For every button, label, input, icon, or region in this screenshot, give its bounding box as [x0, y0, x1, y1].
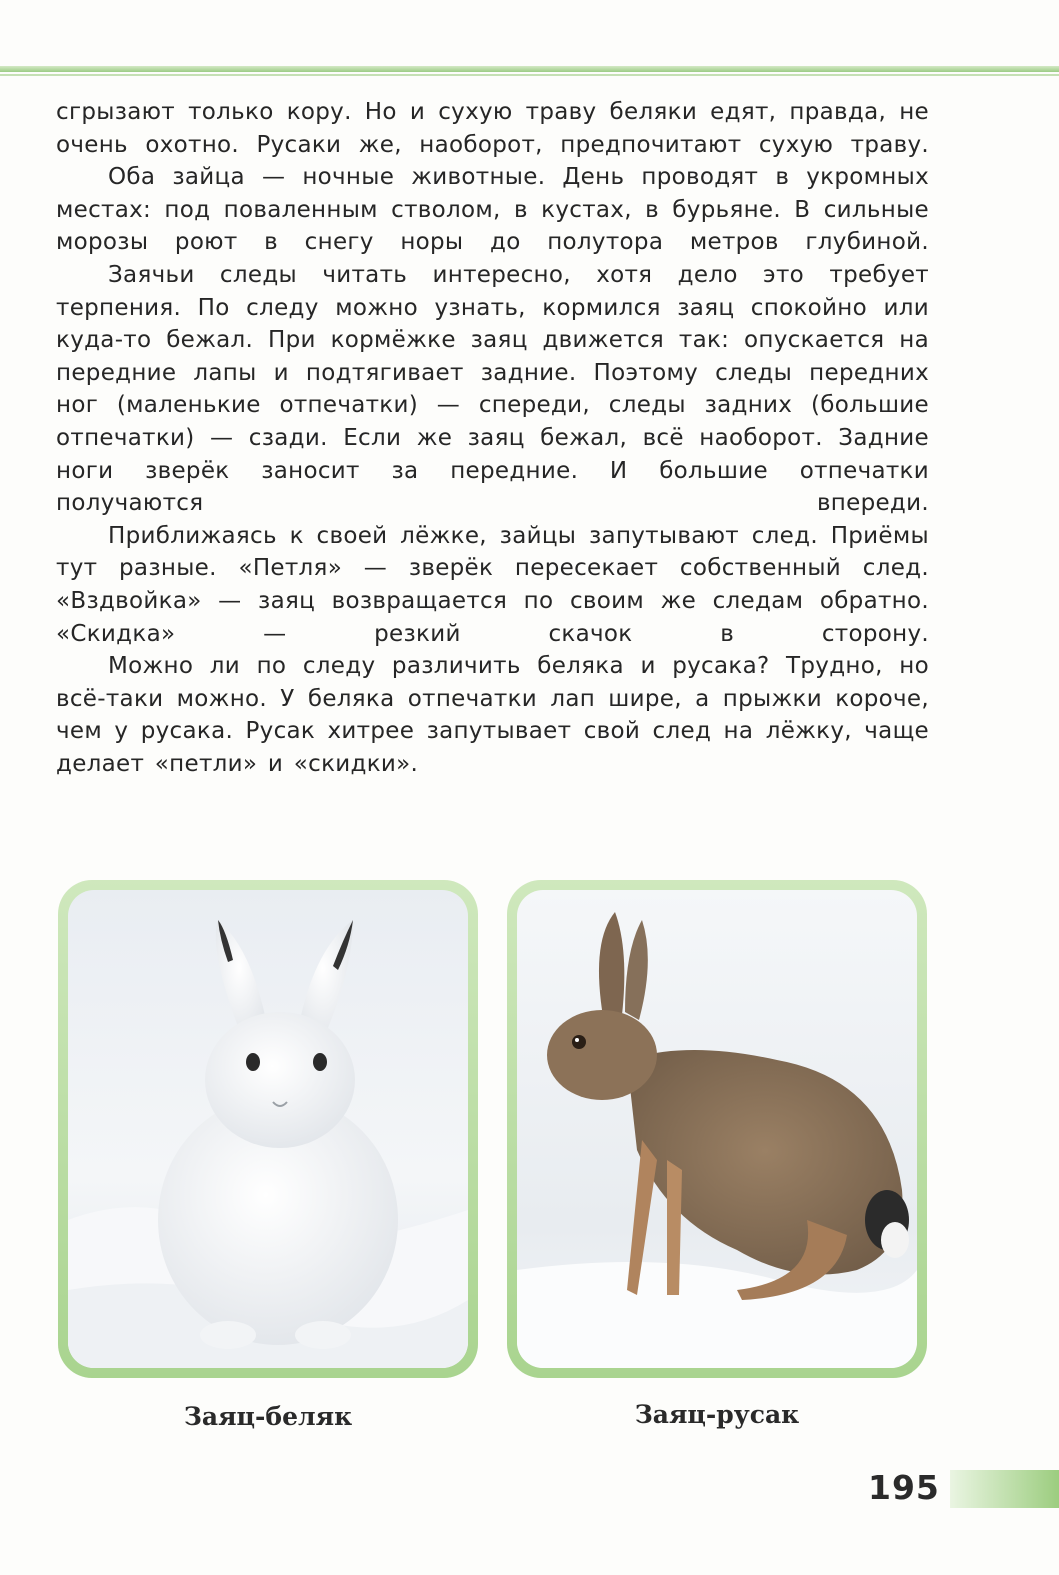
- paragraph: Можно ли по следу различить беляка и русака? Трудно, но всё-таки можно. У беляка отпечатки лап шире, а прыжки короче, чем у русака. Русак хитрее запутывает свой след на лёжку, чаще делает «петли» и «скидки».: [56, 653, 929, 777]
- white-hare-illustration: [68, 890, 468, 1368]
- brown-hare-illustration: [517, 890, 917, 1368]
- body-text: [56, 96, 929, 780]
- paragraph: Заячьи следы читать интересно, хотя дело это требует терпения. По следу можно узнать, кормился заяц спокойно или куда-то бежал. При кормёжке заяц движется так: опускается на передние лапы и подтягивает задние. Поэтому следы передних ног (маленькие отпечатки) — спереди, следы задних (большие отпечатки) — сзади. Если же заяц бежал, всё наоборот. Задние ноги зверёк заносит за передние. И большие отпечатки получаются впереди.: [56, 261, 929, 517]
- paragraph: сгрызают только кору. Но и сухую траву беляки едят, правда, не очень охотно. Русаки же, наоборот, предпочитают сухую траву.: [56, 99, 929, 158]
- page-number: 195: [868, 1468, 940, 1507]
- caption-brown-hare: Заяц-русак: [634, 1400, 800, 1429]
- photo-brown-hare: [507, 880, 927, 1378]
- page-number-bar: [950, 1470, 1059, 1508]
- paragraph: Оба зайца — ночные животные. День проводят в укромных местах: под поваленным стволом, в кустах, в бурьяне. В сильные морозы роют в снегу норы до полутора метров глубиной.: [56, 164, 929, 256]
- top-rule: [0, 66, 1059, 72]
- caption-white-hare: Заяц-беляк: [183, 1402, 353, 1431]
- photo-white-hare: [58, 880, 478, 1378]
- paragraph: Приближаясь к своей лёжке, зайцы запутывают след. Приёмы тут разные. «Петля» — зверёк пересекает собственный след. «Вздвойка» — заяц возвращается по своим же следам обратно. «Скидка» — резкий скачок в сторону.: [56, 522, 929, 647]
- top-rule-thin: [0, 74, 1059, 76]
